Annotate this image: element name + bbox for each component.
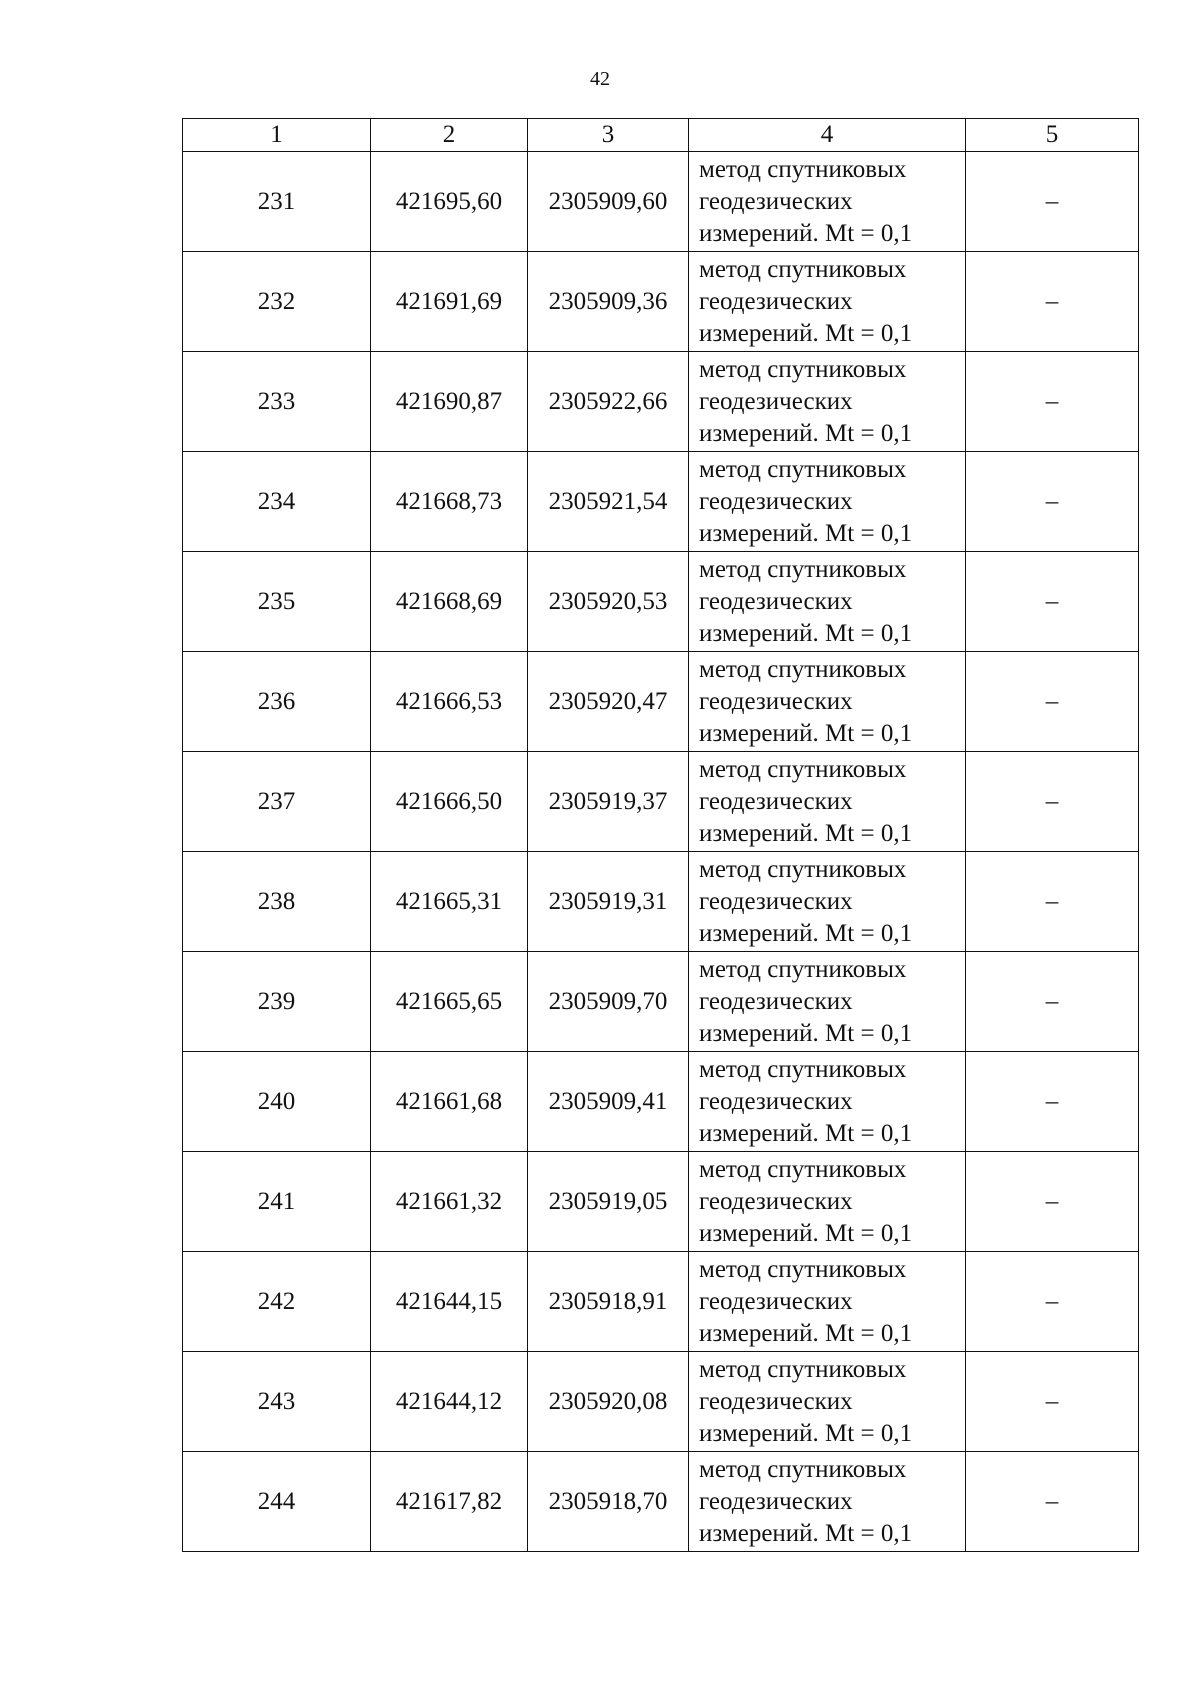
- y-coordinate-cell: 2305918,91: [528, 1252, 689, 1352]
- point-number-cell: 242: [183, 1252, 371, 1352]
- method-cell: [689, 352, 966, 452]
- table-row: [183, 352, 1139, 452]
- method-cell: [689, 1352, 966, 1452]
- table-row: [183, 152, 1139, 252]
- table-row: [183, 952, 1139, 1052]
- method-line: метод спутниковых: [699, 955, 907, 983]
- x-coordinate-cell: 421695,60: [371, 152, 528, 252]
- method-line: метод спутниковых: [699, 755, 907, 783]
- table-body: [183, 152, 1139, 1552]
- method-line: метод спутниковых: [699, 1055, 907, 1083]
- method-line: измерений. Mt = 0,1: [699, 1419, 913, 1447]
- table-row: [183, 652, 1139, 752]
- method-line: измерений. Mt = 0,1: [699, 719, 913, 747]
- point-number-cell: 235: [183, 552, 371, 652]
- method-line: метод спутниковых: [699, 1355, 907, 1383]
- method-cell: [689, 152, 966, 252]
- x-coordinate-cell: 421691,69: [371, 252, 528, 352]
- y-coordinate-cell: 2305920,08: [528, 1352, 689, 1452]
- method-line: геодезических: [699, 1187, 853, 1215]
- method-line: геодезических: [699, 587, 853, 615]
- note-cell: –: [966, 1152, 1139, 1252]
- method-line: геодезических: [699, 1487, 853, 1515]
- table-row: [183, 252, 1139, 352]
- method-line: геодезических: [699, 887, 853, 915]
- y-coordinate-cell: 2305919,05: [528, 1152, 689, 1252]
- note-cell: –: [966, 1352, 1139, 1452]
- y-coordinate-cell: 2305922,66: [528, 352, 689, 452]
- method-line: измерений. Mt = 0,1: [699, 519, 913, 547]
- column-header-1: 1: [183, 119, 371, 152]
- point-number-cell: 236: [183, 652, 371, 752]
- method-cell: [689, 1252, 966, 1352]
- method-line: метод спутниковых: [699, 855, 907, 883]
- method-line: измерений. Mt = 0,1: [699, 219, 913, 247]
- point-number-cell: 237: [183, 752, 371, 852]
- point-number-cell: 232: [183, 252, 371, 352]
- column-header-2: 2: [371, 119, 528, 152]
- page-number: 42: [590, 68, 610, 90]
- method-cell: [689, 952, 966, 1052]
- method-line: геодезических: [699, 787, 853, 815]
- x-coordinate-cell: 421690,87: [371, 352, 528, 452]
- note-cell: –: [966, 552, 1139, 652]
- y-coordinate-cell: 2305919,31: [528, 852, 689, 952]
- method-line: метод спутниковых: [699, 455, 907, 483]
- method-line: метод спутниковых: [699, 355, 907, 383]
- point-number-cell: 239: [183, 952, 371, 1052]
- y-coordinate-cell: 2305909,41: [528, 1052, 689, 1152]
- x-coordinate-cell: 421617,82: [371, 1452, 528, 1552]
- method-line: геодезических: [699, 1087, 853, 1115]
- y-coordinate-cell: 2305909,36: [528, 252, 689, 352]
- table-row: [183, 552, 1139, 652]
- method-line: метод спутниковых: [699, 1455, 907, 1483]
- table-header-row: [183, 119, 1139, 152]
- y-coordinate-cell: 2305918,70: [528, 1452, 689, 1552]
- x-coordinate-cell: 421661,32: [371, 1152, 528, 1252]
- method-cell: [689, 752, 966, 852]
- method-cell: [689, 552, 966, 652]
- note-cell: –: [966, 1452, 1139, 1552]
- x-coordinate-cell: 421668,73: [371, 452, 528, 552]
- point-number-cell: 231: [183, 152, 371, 252]
- note-cell: –: [966, 852, 1139, 952]
- method-cell: [689, 1152, 966, 1252]
- note-cell: –: [966, 952, 1139, 1052]
- method-line: измерений. Mt = 0,1: [699, 319, 913, 347]
- point-number-cell: 241: [183, 1152, 371, 1252]
- note-cell: –: [966, 152, 1139, 252]
- table-row: [183, 1052, 1139, 1152]
- method-line: измерений. Mt = 0,1: [699, 1519, 913, 1547]
- method-line: метод спутниковых: [699, 1255, 907, 1283]
- table-row: [183, 1452, 1139, 1552]
- x-coordinate-cell: 421661,68: [371, 1052, 528, 1152]
- table-row: [183, 752, 1139, 852]
- method-cell: [689, 652, 966, 752]
- method-line: измерений. Mt = 0,1: [699, 1019, 913, 1047]
- note-cell: –: [966, 1052, 1139, 1152]
- point-number-cell: 244: [183, 1452, 371, 1552]
- note-cell: –: [966, 452, 1139, 552]
- x-coordinate-cell: 421666,53: [371, 652, 528, 752]
- method-line: метод спутниковых: [699, 655, 907, 683]
- note-cell: –: [966, 652, 1139, 752]
- table-row: [183, 1352, 1139, 1452]
- note-cell: –: [966, 1252, 1139, 1352]
- method-line: измерений. Mt = 0,1: [699, 1119, 913, 1147]
- y-coordinate-cell: 2305920,53: [528, 552, 689, 652]
- point-number-cell: 243: [183, 1352, 371, 1452]
- column-header-4: 4: [689, 119, 966, 152]
- y-coordinate-cell: 2305919,37: [528, 752, 689, 852]
- method-cell: [689, 1052, 966, 1152]
- point-number-cell: 233: [183, 352, 371, 452]
- column-header-5: 5: [966, 119, 1139, 152]
- method-line: измерений. Mt = 0,1: [699, 819, 913, 847]
- note-cell: –: [966, 252, 1139, 352]
- method-cell: [689, 252, 966, 352]
- column-header-3: 3: [528, 119, 689, 152]
- point-number-cell: 240: [183, 1052, 371, 1152]
- method-line: геодезических: [699, 387, 853, 415]
- coordinates-table: [182, 118, 1139, 1552]
- method-cell: [689, 452, 966, 552]
- method-line: измерений. Mt = 0,1: [699, 419, 913, 447]
- note-cell: –: [966, 352, 1139, 452]
- method-line: геодезических: [699, 487, 853, 515]
- method-line: геодезических: [699, 687, 853, 715]
- x-coordinate-cell: 421644,15: [371, 1252, 528, 1352]
- method-line: измерений. Mt = 0,1: [699, 919, 913, 947]
- method-line: измерений. Mt = 0,1: [699, 619, 913, 647]
- method-line: геодезических: [699, 287, 853, 315]
- method-line: метод спутниковых: [699, 555, 907, 583]
- y-coordinate-cell: 2305921,54: [528, 452, 689, 552]
- method-line: измерений. Mt = 0,1: [699, 1319, 913, 1347]
- y-coordinate-cell: 2305909,70: [528, 952, 689, 1052]
- y-coordinate-cell: 2305909,60: [528, 152, 689, 252]
- table-row: [183, 452, 1139, 552]
- method-line: геодезических: [699, 1287, 853, 1315]
- x-coordinate-cell: 421665,31: [371, 852, 528, 952]
- point-number-cell: 238: [183, 852, 371, 952]
- method-line: геодезических: [699, 1387, 853, 1415]
- method-line: измерений. Mt = 0,1: [699, 1219, 913, 1247]
- note-cell: –: [966, 752, 1139, 852]
- table-row: [183, 1252, 1139, 1352]
- x-coordinate-cell: 421644,12: [371, 1352, 528, 1452]
- method-cell: [689, 852, 966, 952]
- method-line: метод спутниковых: [699, 155, 907, 183]
- x-coordinate-cell: 421666,50: [371, 752, 528, 852]
- table-row: [183, 852, 1139, 952]
- x-coordinate-cell: 421665,65: [371, 952, 528, 1052]
- table-row: [183, 1152, 1139, 1252]
- x-coordinate-cell: 421668,69: [371, 552, 528, 652]
- y-coordinate-cell: 2305920,47: [528, 652, 689, 752]
- point-number-cell: 234: [183, 452, 371, 552]
- method-line: метод спутниковых: [699, 255, 907, 283]
- method-line: геодезических: [699, 187, 853, 215]
- method-line: метод спутниковых: [699, 1155, 907, 1183]
- method-line: геодезических: [699, 987, 853, 1015]
- method-cell: [689, 1452, 966, 1552]
